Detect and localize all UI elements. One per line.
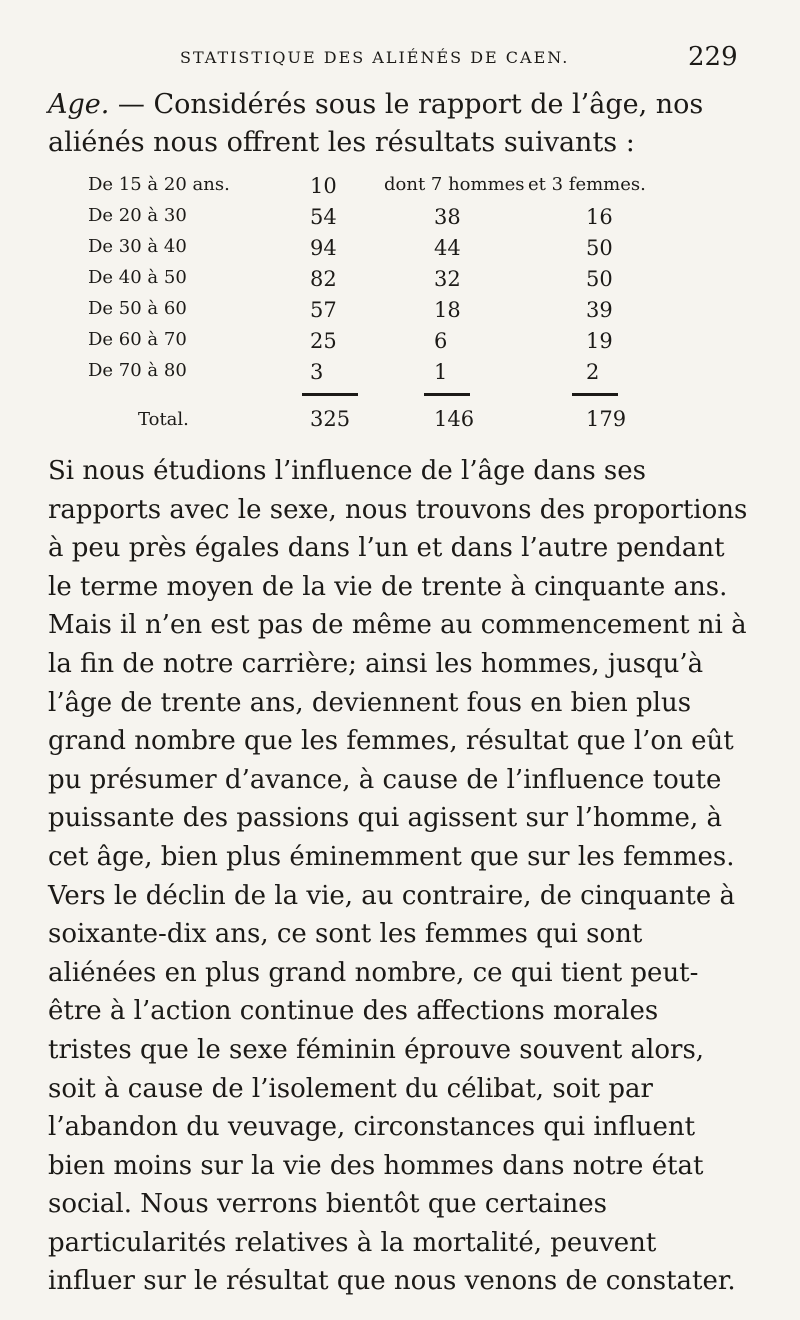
row-total: 3 — [310, 360, 324, 384]
total-label: Total. — [138, 409, 189, 430]
table-row — [88, 201, 728, 232]
row-age-range: De 50 à 60 — [88, 298, 187, 319]
row-age-range: De 20 à 30 — [88, 205, 187, 226]
rule-total — [302, 393, 358, 396]
rule-femmes — [572, 393, 618, 396]
row-femmes: 50 — [586, 267, 613, 291]
row-total: 54 — [310, 205, 337, 229]
table-total-row — [88, 401, 728, 437]
row-hommes: 1 — [434, 360, 448, 384]
row-femmes: 2 — [586, 360, 600, 384]
intro-paragraph — [48, 86, 738, 162]
table-row — [88, 232, 728, 263]
total-femmes: 179 — [586, 407, 627, 431]
section-lead: Age. — [48, 89, 110, 120]
row-age-range: De 40 à 50 — [88, 267, 187, 288]
table-row — [88, 263, 728, 294]
table-row — [88, 356, 728, 387]
row-hommes: 6 — [434, 329, 448, 353]
table-row — [88, 294, 728, 325]
rule-hommes — [424, 393, 470, 396]
row-age-range: De 30 à 40 — [88, 236, 187, 257]
row-femmes: et 3 femmes. — [528, 174, 646, 195]
row-hommes: 38 — [434, 205, 461, 229]
row-hommes: 44 — [434, 236, 461, 260]
total-all: 325 — [310, 407, 351, 431]
row-total: 57 — [310, 298, 337, 322]
body-text: Si nous étudions l’influence de l’âge dans ses rapports avec le sexe, nous trouvons des proportions à peu près égales dans l’un et dans l’autre pendant le terme moyen de la vie de trente à cinquante ans. Mais il n’en est pas de même au commencement ni à la fin de notre carrière; ainsi les hommes, jusqu’à l’âge de trente ans, deviennent fous en bien plus grand nombre que les femmes, résultat que l’on eût pu présumer d’avance, à cause de l’influence toute puissante des passions qui agissent sur l’homme, à cet âge, bien plus éminemment que sur les femmes. Vers le déclin de la vie, au contraire, de cinquante à soixante-dix ans, ce sont les femmes qui sont aliénées en plus grand nombre, ce qui tient peut-être à l’action continue des affections morales tristes que le sexe féminin éprouve souvent alors, soit à cause de l’isolement du célibat, soit par l’abandon du veuvage, circonstances qui influent bien moins sur la vie des hommes dans notre état social. Nous verrons bientôt que certaines particularités relatives à la mortalité, peuvent influer sur le résultat que nous venons de constater. — [48, 456, 748, 1297]
row-hommes: 18 — [434, 298, 461, 322]
row-total: 10 — [310, 174, 337, 198]
body-paragraph — [48, 452, 748, 1301]
running-title: STATISTIQUE DES ALIÉNÉS DE CAEN. — [180, 48, 570, 67]
row-femmes: 39 — [586, 298, 613, 322]
row-total: 82 — [310, 267, 337, 291]
page-number: 229 — [688, 42, 738, 72]
row-femmes: 19 — [586, 329, 613, 353]
row-hommes: 32 — [434, 267, 461, 291]
table-rows — [88, 170, 728, 387]
row-femmes: 50 — [586, 236, 613, 260]
row-age-range: De 70 à 80 — [88, 360, 187, 381]
table-row — [88, 170, 728, 201]
row-total: 25 — [310, 329, 337, 353]
row-age-range: De 15 à 20 ans. — [88, 174, 230, 195]
total-hommes: 146 — [434, 407, 475, 431]
row-age-range: De 60 à 70 — [88, 329, 187, 350]
row-femmes: 16 — [586, 205, 613, 229]
row-hommes: dont 7 hommes — [384, 174, 525, 195]
intro-text: — Considérés sous le rapport de l’âge, nos aliénés nous offrent les résultats suivants : — [48, 89, 704, 158]
table-row — [88, 325, 728, 356]
page-header — [0, 44, 800, 78]
age-statistics-table — [88, 170, 728, 437]
total-rules — [88, 387, 728, 401]
row-total: 94 — [310, 236, 337, 260]
